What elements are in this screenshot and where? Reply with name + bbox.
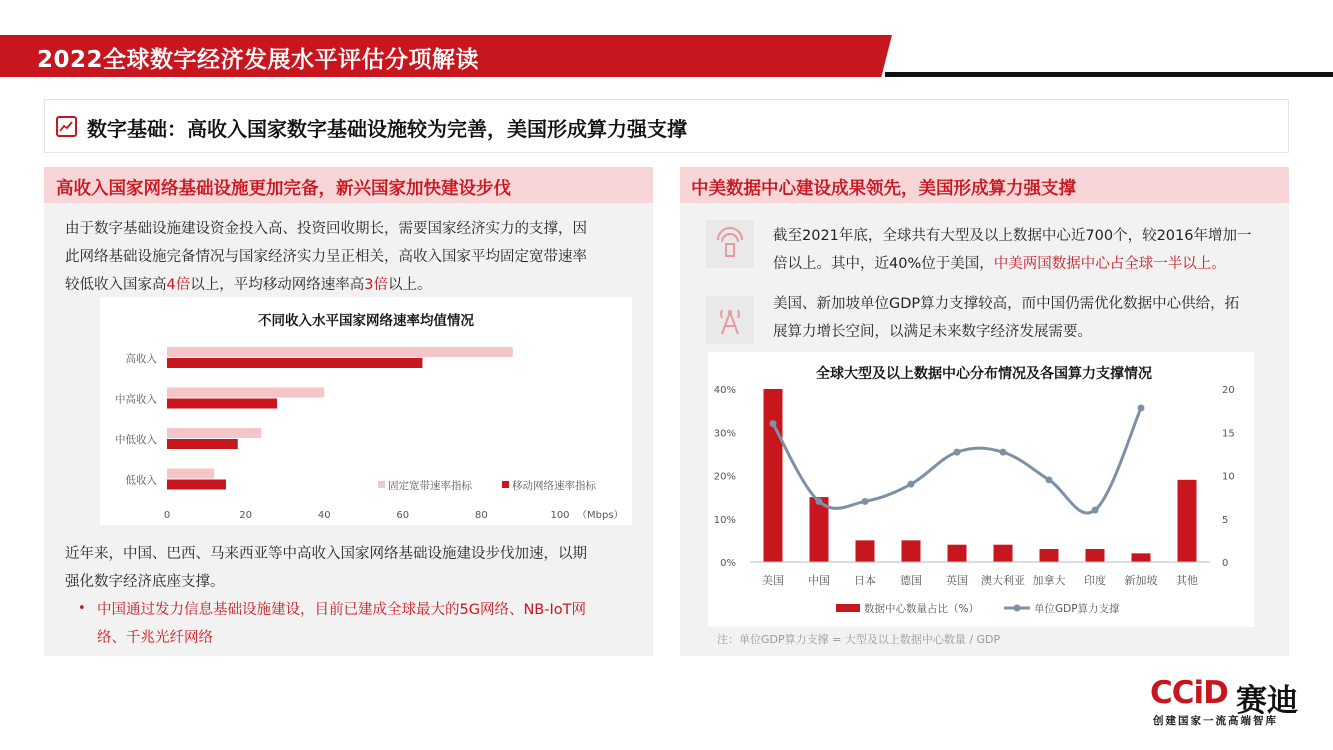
header-rule — [885, 72, 1333, 77]
trend-chart-icon — [56, 116, 77, 137]
line-point — [816, 498, 823, 505]
chart-footnote: 注：单位GDP算力支撑 = 大型及以上数据中心数量 / GDP — [717, 633, 1001, 646]
line-point — [908, 481, 915, 488]
bar-fixed — [167, 469, 214, 479]
left-para2-line2: 强化数字经济底座支撑。 — [65, 574, 225, 590]
legend-swatch-bars — [836, 604, 860, 612]
bar-mobile — [167, 480, 226, 490]
category-label: 中低收入 — [115, 434, 157, 446]
left-paragraph-1 — [65, 215, 645, 299]
brand-logo: CCiD — [1150, 675, 1228, 711]
brand-logo-cn: 赛迪 — [1236, 683, 1298, 719]
x-tick-label: 0 — [163, 510, 171, 521]
text-run: 以上，平均移动网络速率高 — [190, 277, 365, 293]
network-speed-chart — [100, 297, 632, 525]
bar-mobile — [167, 399, 277, 409]
brand-slogan: 创建国家一流高端智库 — [1153, 715, 1278, 727]
left-bullet — [97, 596, 617, 652]
bar-datacenter-share — [1178, 480, 1197, 562]
category-label: 加拿大 — [1032, 574, 1066, 587]
text-run: 以上。 — [387, 277, 432, 293]
page-title: 2022全球数字经济发展水平评估分项解读 — [37, 47, 480, 73]
right-panel-heading: 中美数据中心建设成果领先，美国形成算力强支撑 — [691, 179, 1076, 199]
right-paragraph-2 — [773, 290, 1278, 346]
category-label: 日本 — [854, 574, 876, 587]
bar-datacenter-share — [856, 540, 875, 562]
bar-fixed — [167, 428, 261, 438]
bar-datacenter-share — [1132, 553, 1151, 562]
legend-label: 固定宽带速率指标 — [388, 480, 472, 492]
bullet-marker: • — [78, 601, 86, 616]
y-right-tick-label: 20 — [1222, 385, 1235, 396]
highlight-3x: 3倍 — [364, 277, 388, 293]
category-label: 高收入 — [125, 353, 157, 365]
y-left-tick-label: 10% — [713, 514, 736, 526]
legend-label: 单位GDP算力支撑 — [1034, 603, 1120, 615]
line-point — [1092, 507, 1099, 514]
bar-datacenter-share — [902, 540, 921, 562]
y-right-tick-label: 5 — [1222, 514, 1229, 526]
y-right-tick-label: 0 — [1222, 558, 1229, 569]
x-tick-label: 40 — [317, 510, 331, 521]
category-label: 新加坡 — [1124, 574, 1158, 587]
legend-swatch — [378, 481, 385, 488]
y-right-tick-label: 15 — [1222, 428, 1235, 440]
legend-swatch — [502, 481, 509, 488]
left-para1-line1: 由于数字基础设施建设资金投入高、投资回收期长，需要国家经济实力的支撑，因 — [65, 221, 587, 237]
wifi-tower-icon — [706, 220, 754, 268]
right-paragraph-1 — [773, 222, 1278, 278]
x-tick-label: 80 — [475, 510, 488, 521]
left-panel-heading: 高收入国家网络基础设施更加完备，新兴国家加快建设步伐 — [56, 179, 511, 199]
category-label: 澳大利亚 — [981, 574, 1025, 587]
legend-label: 数据中心数量占比（%） — [864, 603, 979, 615]
line-point — [1046, 476, 1053, 483]
highlight-4x: 4倍 — [166, 277, 191, 293]
y-left-tick-label: 40% — [713, 385, 736, 396]
category-label: 美国 — [762, 574, 784, 587]
line-point — [1000, 449, 1007, 456]
bar-mobile — [167, 358, 422, 368]
left-bullet-line2: 络、千兆光纤网络 — [97, 630, 213, 646]
left-paragraph-2 — [65, 540, 645, 596]
text-run: 较低收入国家高 — [65, 277, 167, 293]
section-title: 数字基础：高收入国家数字基础设施较为完善，美国形成算力强支撑 — [87, 117, 687, 141]
line-point — [954, 449, 961, 456]
left-para1-line3 — [65, 271, 645, 299]
legend-swatch-point — [1014, 605, 1021, 612]
right-para1-line2 — [773, 250, 1278, 278]
bar-datacenter-share — [1040, 549, 1059, 562]
line-point — [1138, 405, 1145, 412]
datacenter-chart-svg — [708, 352, 1254, 627]
y-left-tick-label: 20% — [713, 471, 736, 483]
category-label: 英国 — [946, 574, 968, 587]
category-label: 印度 — [1084, 574, 1106, 587]
text-run: 倍以上。其中，近40%位于美国， — [773, 256, 994, 272]
y-right-tick-label: 10 — [1222, 471, 1235, 483]
left-para2-line1: 近年来，中国、巴西、马来西亚等中高收入国家网络基础设施建设步伐加速，以期 — [65, 546, 587, 562]
category-label: 德国 — [900, 574, 922, 587]
chart-title: 不同收入水平国家网络速率均值情况 — [258, 313, 474, 329]
category-label: 其他 — [1176, 574, 1198, 587]
line-point — [770, 420, 777, 427]
right-para2-line2: 展算力增长空间，以满足未来数字经济发展需要。 — [773, 324, 1092, 340]
y-left-tick-label: 0% — [720, 558, 736, 569]
network-speed-chart-svg — [100, 297, 632, 525]
category-label: 中高收入 — [115, 393, 157, 406]
x-unit-label: （Mbps） — [577, 510, 624, 521]
left-bullet-line1: 中国通过发力信息基础设施建设，目前已建成全球最大的5G网络、NB-IoT网 — [97, 602, 586, 618]
category-label: 低收入 — [125, 474, 157, 487]
bar-datacenter-share — [764, 389, 783, 562]
x-tick-label: 60 — [396, 510, 410, 521]
category-label: 中国 — [808, 574, 830, 587]
right-para1-line1: 截至2021年底，全球共有大型及以上数据中心近700个，较2016年增加一 — [773, 228, 1252, 244]
y-left-tick-label: 30% — [713, 428, 736, 440]
left-para1-line2: 此网络基础设施完备情况与国家经济实力呈正相关，高收入国家平均固定宽带速率 — [65, 249, 587, 265]
signal-tower-icon — [706, 296, 754, 344]
bar-fixed — [167, 347, 513, 357]
bar-datacenter-share — [1086, 549, 1105, 562]
x-tick-label: 100 — [550, 510, 570, 521]
line-point — [862, 498, 869, 505]
bar-fixed — [167, 388, 324, 398]
bar-mobile — [167, 439, 238, 449]
highlight-text: 中美两国数据中心占全球一半以上。 — [993, 256, 1226, 272]
right-para2-line1: 美国、新加坡单位GDP算力支撑较高，而中国仍需优化数据中心供给，拓 — [773, 296, 1240, 312]
x-tick-label: 20 — [239, 510, 252, 521]
datacenter-chart — [708, 352, 1254, 627]
bar-datacenter-share — [948, 545, 967, 562]
chart-title: 全球大型及以上数据中心分布情况及各国算力支撑情况 — [816, 366, 1152, 382]
legend-label: 移动网络速率指标 — [512, 480, 596, 492]
bar-datacenter-share — [994, 545, 1013, 562]
